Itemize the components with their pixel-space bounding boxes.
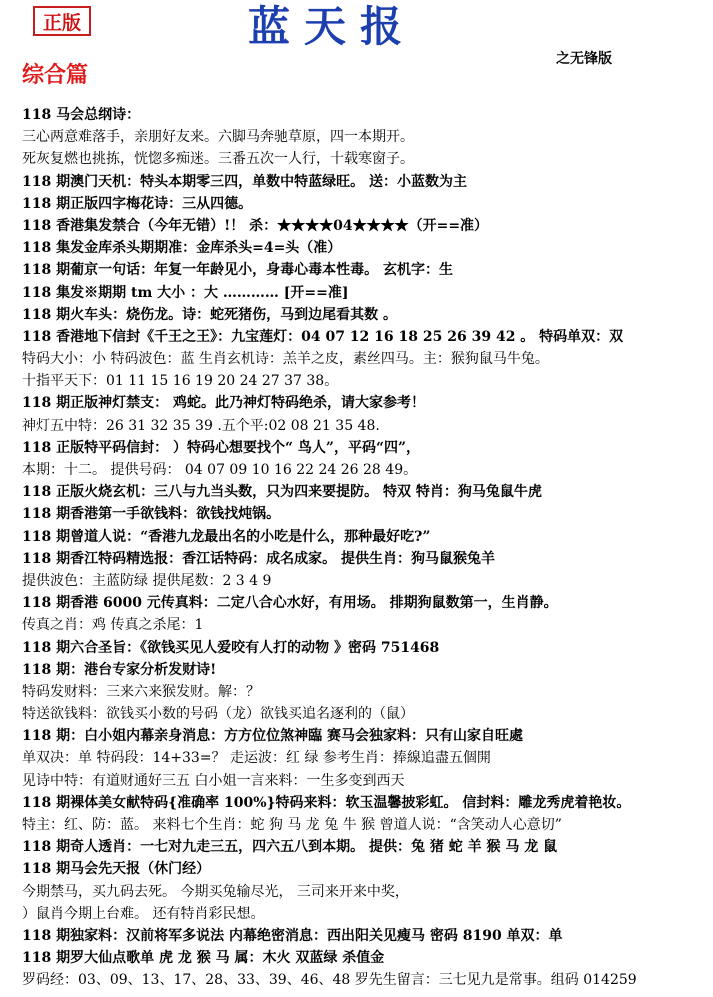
text-line: 传真之肖：鸡 传真之杀尾：1 [22,617,204,634]
edition-label: 之无锋版 [556,51,612,67]
text-line: ）鼠肖今期上台难。 还有特肖彩民想。 [22,905,265,922]
text-line: 118 集发金库杀头期期准：金库杀头=4=头（准） [22,240,342,257]
text-line: 见诗中特：有道财通好三五 白小姐一言来料：一生多变到西天 [22,772,405,789]
text-line: 本期：十二。 提供号码： 04 07 09 10 16 22 24 26 28 49。 [22,462,418,478]
text-line: 118 期马会先天报（休门经） [22,861,211,878]
text-line: 118 期香港 6000 元传真料：二定八合心水好，有用场。 排期狗鼠数第一，生肖静。 [22,595,558,612]
text-line: 118 期：港台专家分析发财诗! [22,661,217,678]
text-line: 118 期六合圣旨：《欲钱买见人爱咬有人打的动物 》密码 751468 [22,639,440,656]
text-line: 特码大小：小 特码波色：蓝 生肖玄机诗：羔羊之皮，素丝四马。主：猴狗鼠马牛兔。 [22,351,549,368]
text-line: 118 期葡京一句话：年复一年龄见小，身毒心毒本性毒。 玄机字：生 [22,262,453,279]
text-line: 118 期曾道人说：“香港九龙最出名的小吃是什么，那种最好吃?” [22,528,431,545]
text-line: 118 集发※期期 tm 大小 ：大 ………… [开==准] [22,284,349,301]
text-line: 今期禁马，买九码去死。 今期买兔输尽光， 三司来开来中奖， [22,883,409,900]
text-line: 118 期香江特码精选报：香江话特码：成名成家。 提供生肖：狗马鼠猴兔羊 [22,550,495,567]
text-line: 特送欲钱料：欲钱买小数的号码（龙）欲钱买追名逐利的（鼠） [22,706,414,723]
text-line: 提供波色：主蓝防绿 提供尾数：2 3 4 9 [22,572,272,589]
text-line: 十指平天下：01 11 15 16 19 20 24 27 37 38。 [22,373,339,390]
text-line: 118 期火车头：烧伤龙。诗：蛇死猪伤，马到边尾看其数 。 [22,306,397,323]
page-title: 蓝天报 [248,2,417,51]
text-line: 特码发财料：三来六来猴发财。解：？ [22,683,260,700]
text-line: 118 期正版四字梅花诗：三从四德。 [22,195,253,212]
text-line: 罗码经：03、09、13、17、28、33、39、46、48 罗先生留言：三七见九是常事。组码 014259 [22,972,637,989]
text-line: 三心两意难落手，亲朋好友来。六脚马奔驰草原，四一本期开。 [22,129,414,146]
text-line: 118 正版火烧玄机：三八与九当头数，只为四来要提防。 特双 特肖：狗马兔鼠牛虎 [22,484,542,501]
section-heading: 综合篇 [22,63,89,88]
edition-badge: 正版 [33,6,91,36]
text-line: 118 期：白小姐内幕亲身消息：方方位位煞神臨 赛马会独家料：只有山家自旺處 [22,728,523,745]
text-line: 118 期裸体美女献特码{准确率 100%}特码来料：软玉温馨披彩虹。 信封料：雕龙秀虎着艳妆。 [22,794,631,811]
text-line: 118 期香港第一手欲钱料：欲钱找炖锅。 [22,506,281,523]
text-line: 118 期独家料：汉前将军多说法 内幕绝密消息：西出阳关见瘦马 密码 8190 单双：单 [22,927,563,944]
text-line: 118 期正版神灯禁支： 鸡蛇。此乃神灯特码绝杀，请大家参考！ [22,395,425,412]
text-line: 118 期罗大仙点歌单 虎 龙 猴 马 属：木火 双蓝绿 杀值金 [22,950,385,967]
text-line: 死灰复燃也挑拣，恍惚多痴迷。三番五次一人行，十载寒窗子。 [22,151,414,168]
text-line: 118 香港集发禁合（今年无错）!！ 杀：★★★★04★★★★（开==准） [22,217,489,234]
text-line: 118 香港地下信封《千王之王》：九宝莲灯：04 07 12 16 18 25 26 39 42 。 特码单双：双 [22,328,624,345]
content-lines [22,104,702,992]
text-line: 118 期澳门天机：特头本期零三四，单数中特蓝绿旺。 送：小蓝数为主 [22,173,467,190]
text-line: 118 正版特平码信封： ）特码心想要找个“ 鸟人”，平码“四”， [22,439,421,456]
text-line: 特主：红、防：蓝。 来料七个生肖：蛇 狗 马 龙 兔 牛 猴 曾道人说：“含笑动人心意切” [22,817,562,833]
text-line: 118 期奇人透肖：一七对九走三五，四六五八到本期。 提供：兔 猪 蛇 羊 猴 马 龙 鼠 [22,839,558,856]
text-line: 神灯五中特：26 31 32 35 39 .五个平:02 08 21 35 48. [22,417,380,434]
text-line: 118 马会总纲诗： [22,107,141,123]
text-line: 单双决：单 特码段：14+33=？ 走运波：红 绿 参考生肖：捧線追盡五個開 [22,750,491,767]
